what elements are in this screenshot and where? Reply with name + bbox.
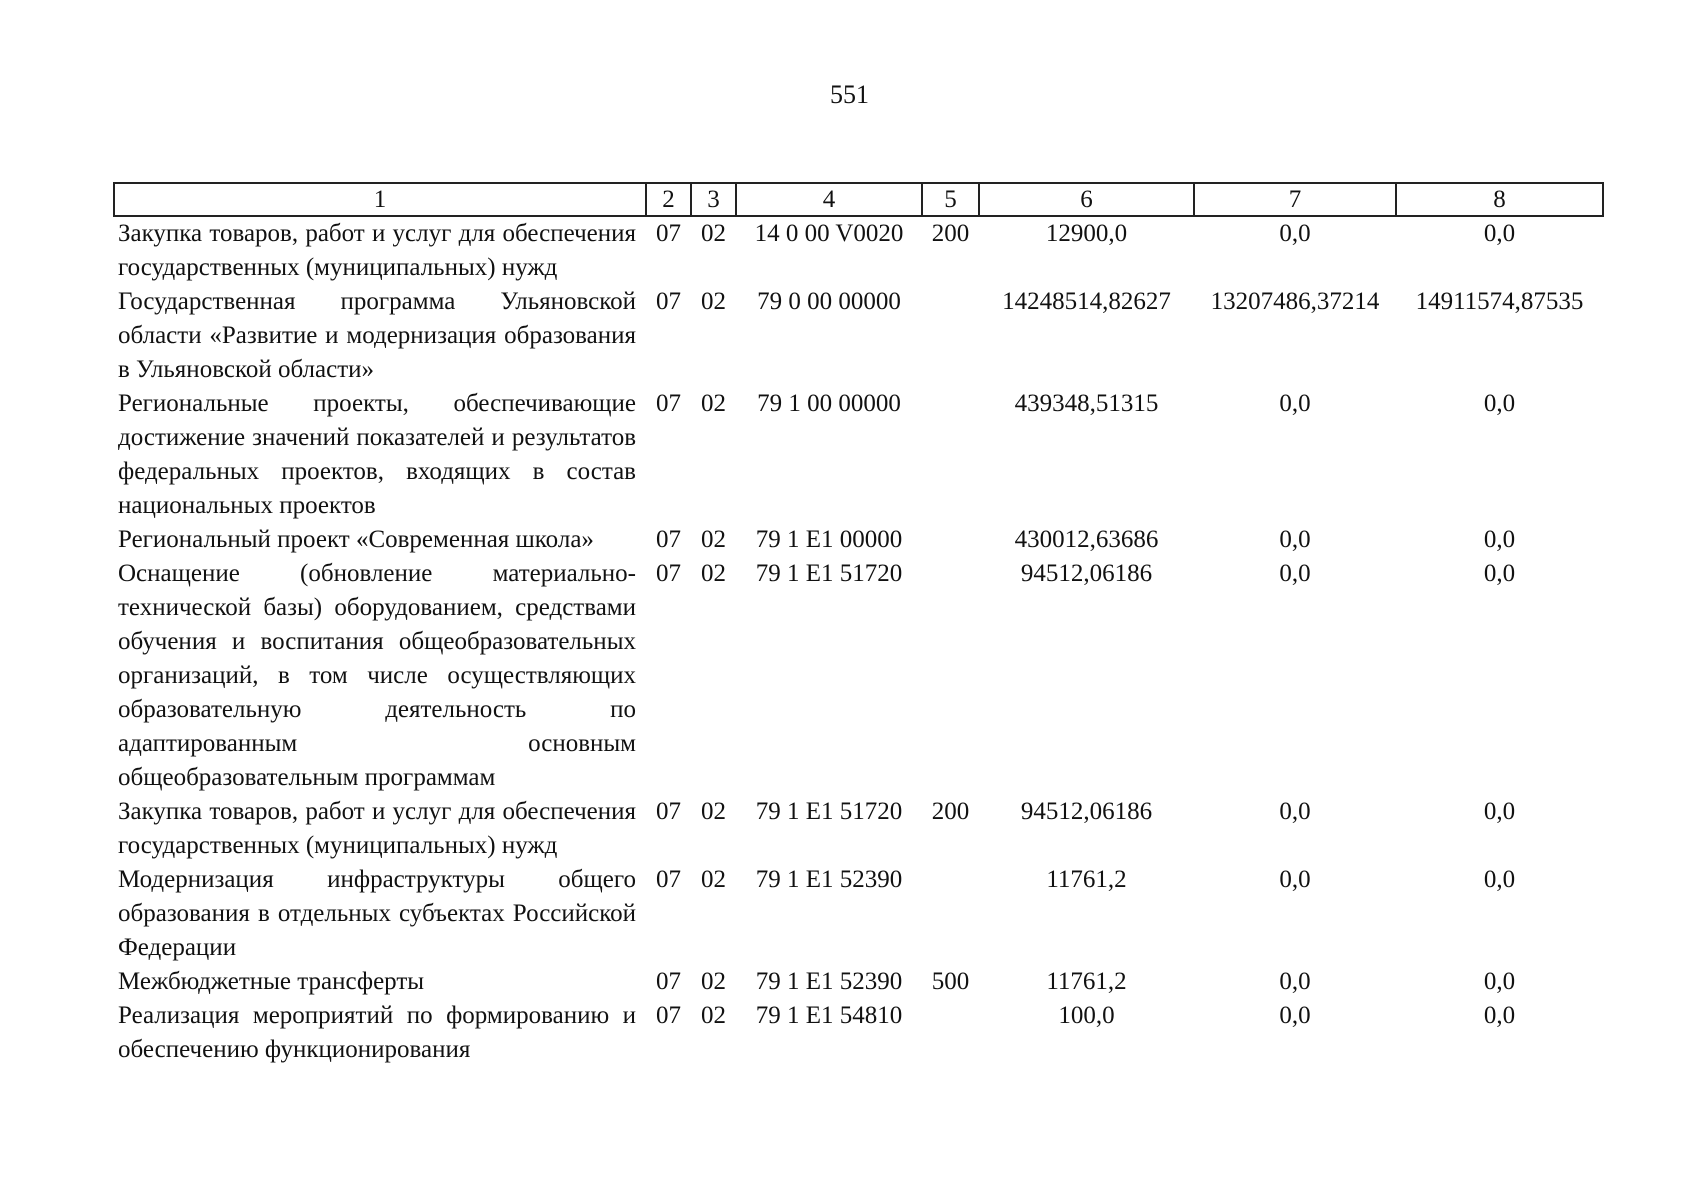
header-cell-8: 8 [1396, 183, 1603, 216]
row-expense-type [922, 285, 979, 387]
header-row [114, 183, 1603, 216]
row-amount-6: 14248514,82627 [1002, 288, 1171, 315]
row-amount-8: 0,0 [1483, 220, 1516, 247]
row-name: Оснащение (обновление материально-технической базы) оборудованием, средствами обучения и воспитания общеобразовательных организаций, в том числе осуществляющих образовательную деятельность по адаптированным основным общеобразовательным программам [118, 560, 636, 791]
row-amount-8: 0,0 [1483, 560, 1516, 587]
row-amount-7: 0,0 [1279, 560, 1311, 587]
table-row [114, 216, 1603, 285]
row-amount-8: 0,0 [1483, 1002, 1516, 1029]
row-target-code: 79 1 E1 52390 [755, 968, 903, 995]
row-amount-6: 94512,06186 [1020, 798, 1153, 825]
row-amount-7: 13207486,37214 [1210, 288, 1380, 315]
row-amount-7: 0,0 [1279, 1002, 1311, 1029]
row-name: Региональные проекты, обеспечивающие достижение значений показателей и результатов федеральных проектов, входящих в состав национальных проектов [118, 390, 636, 519]
row-name: Модернизация инфраструктуры общего образования в отдельных субъектах Российской Федерации [118, 866, 636, 961]
row-section: 07 [656, 798, 681, 825]
row-amount-8: 0,0 [1483, 968, 1516, 995]
row-name: Государственная программа Ульяновской области «Развитие и модернизация образования в Ульяновской области» [118, 288, 636, 383]
row-section: 07 [656, 526, 681, 553]
table-row [114, 795, 1603, 863]
row-section: 07 [656, 560, 681, 587]
row-section: 07 [656, 968, 681, 995]
row-section: 07 [656, 390, 681, 417]
row-amount-8: 0,0 [1483, 390, 1516, 417]
header-cell-2: 2 [646, 183, 691, 216]
row-amount-7: 0,0 [1279, 968, 1311, 995]
table-row [114, 999, 1603, 1067]
table-row [114, 285, 1603, 387]
row-amount-7: 0,0 [1279, 798, 1311, 825]
header-cell-7: 7 [1194, 183, 1396, 216]
row-expense-type [922, 523, 979, 557]
row-section: 07 [656, 1002, 681, 1029]
row-expense-type [922, 999, 979, 1067]
row-expense-type: 200 [931, 798, 970, 825]
page-number: 551 [830, 80, 869, 109]
row-name: Закупка товаров, работ и услуг для обеспечения государственных (муниципальных) нужд [118, 220, 636, 281]
row-amount-6: 12900,0 [1045, 220, 1128, 247]
row-amount-7: 0,0 [1279, 866, 1311, 893]
row-expense-type: 200 [931, 220, 970, 247]
row-amount-6: 94512,06186 [1020, 560, 1153, 587]
header-cell-3: 3 [691, 183, 736, 216]
row-expense-type [922, 387, 979, 523]
row-subsection: 02 [701, 798, 726, 825]
row-target-code: 79 1 E1 52390 [755, 866, 903, 893]
row-amount-6: 100,0 [1058, 1002, 1115, 1029]
row-section: 07 [656, 220, 681, 247]
row-subsection: 02 [701, 968, 726, 995]
row-subsection: 02 [701, 288, 726, 315]
table-row [114, 557, 1603, 795]
table-row [114, 965, 1603, 999]
row-name: Региональный проект «Современная школа» [118, 526, 594, 553]
row-expense-type: 500 [931, 968, 970, 995]
row-amount-8: 14911574,87535 [1415, 288, 1584, 315]
row-target-code: 79 0 00 00000 [757, 288, 901, 315]
row-subsection: 02 [701, 1002, 726, 1029]
header-cell-6: 6 [979, 183, 1194, 216]
row-amount-6: 439348,51315 [1014, 390, 1159, 417]
budget-table [113, 182, 1604, 1067]
row-amount-8: 0,0 [1483, 526, 1516, 553]
row-target-code: 79 1 E1 54810 [755, 1002, 903, 1029]
row-target-code: 79 1 E1 51720 [755, 798, 903, 825]
header-cell-5: 5 [922, 183, 979, 216]
row-subsection: 02 [701, 526, 726, 553]
header-cell-1: 1 [114, 183, 646, 216]
row-subsection: 02 [701, 220, 726, 247]
row-amount-7: 0,0 [1279, 220, 1311, 247]
table-body [114, 216, 1603, 1067]
row-section: 07 [656, 288, 681, 315]
row-target-code: 79 1 E1 00000 [755, 526, 903, 553]
row-amount-6: 430012,63686 [1014, 526, 1159, 553]
table-row [114, 387, 1603, 523]
row-amount-7: 0,0 [1279, 526, 1311, 553]
row-amount-7: 0,0 [1279, 390, 1311, 417]
row-amount-8: 0,0 [1483, 798, 1516, 825]
row-amount-6: 11761,2 [1046, 866, 1127, 893]
row-name: Межбюджетные трансферты [118, 968, 425, 995]
row-name: Реализация мероприятий по формированию и обеспечению функционирования [118, 1002, 636, 1063]
row-target-code: 14 0 00 V0020 [754, 220, 904, 247]
table-row [114, 863, 1603, 965]
row-subsection: 02 [701, 560, 726, 587]
table-row [114, 523, 1603, 557]
row-subsection: 02 [701, 390, 726, 417]
row-section: 07 [656, 866, 681, 893]
row-expense-type [922, 863, 979, 965]
row-target-code: 79 1 00 00000 [757, 390, 901, 417]
row-amount-6: 11761,2 [1046, 968, 1127, 995]
table-header [114, 183, 1603, 216]
row-subsection: 02 [701, 866, 726, 893]
row-target-code: 79 1 E1 51720 [755, 560, 903, 587]
header-cell-4: 4 [736, 183, 922, 216]
row-amount-8: 0,0 [1483, 866, 1516, 893]
row-expense-type [922, 557, 979, 795]
row-name: Закупка товаров, работ и услуг для обеспечения государственных (муниципальных) нужд [118, 798, 636, 859]
